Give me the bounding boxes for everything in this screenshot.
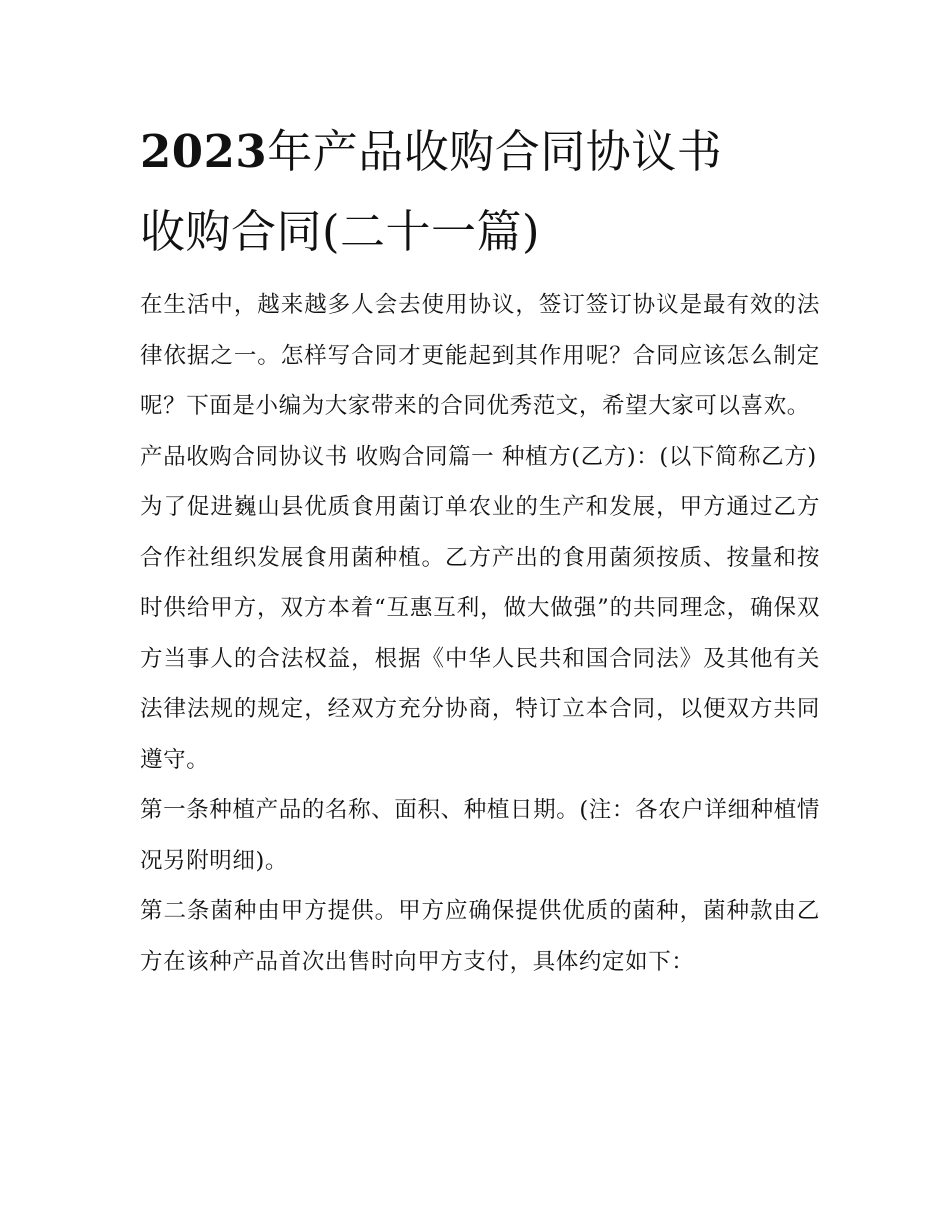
title-line-1: [140, 125, 722, 178]
document-body: [140, 280, 820, 987]
paragraph-preamble: 为了促进巍山县优质食用菌订单农业的生产和发展，甲方通过乙方合作社组织发展食用菌种植。乙方产出的食用菌须按质、按量和按时供给甲方，双方本着“互惠互利，做大做强”的共同理念，确保双方当事人的合法权益，根据《中华人民共和国合同法》及其他有关法律法规的规定，经双方充分协商，特订立本合同，以便双方共同遵守。: [140, 494, 820, 773]
paragraph-article-1: 第一条种植产品的名称、面积、种植日期。(注：各农户详细种植情况另附明细)。: [140, 797, 820, 874]
paragraph-section-heading: 产品收购合同协议书 收购合同篇一 种植方(乙方)：(以下简称乙方): [140, 443, 817, 470]
paragraph-intro: 在生活中，越来越多人会去使用协议，签订签订协议是最有效的法律依据之一。怎样写合同才更能起到其作用呢？合同应该怎么制定呢？下面是小编为大家带来的合同优秀范文，希望大家可以喜欢。: [140, 292, 820, 419]
title-year: 2023: [140, 125, 268, 178]
document-page: [140, 112, 820, 987]
paragraph-article-2: 第二条菌种由甲方提供。甲方应确保提供优质的菌种，菌种款由乙方在该种产品首次出售时向甲方支付，具体约定如下：: [140, 898, 820, 975]
document-title: [140, 112, 820, 272]
title-line-1-text: 年产品收购合同协议书: [267, 125, 723, 178]
title-line-2: 收购合同(二十一篇): [140, 205, 541, 258]
